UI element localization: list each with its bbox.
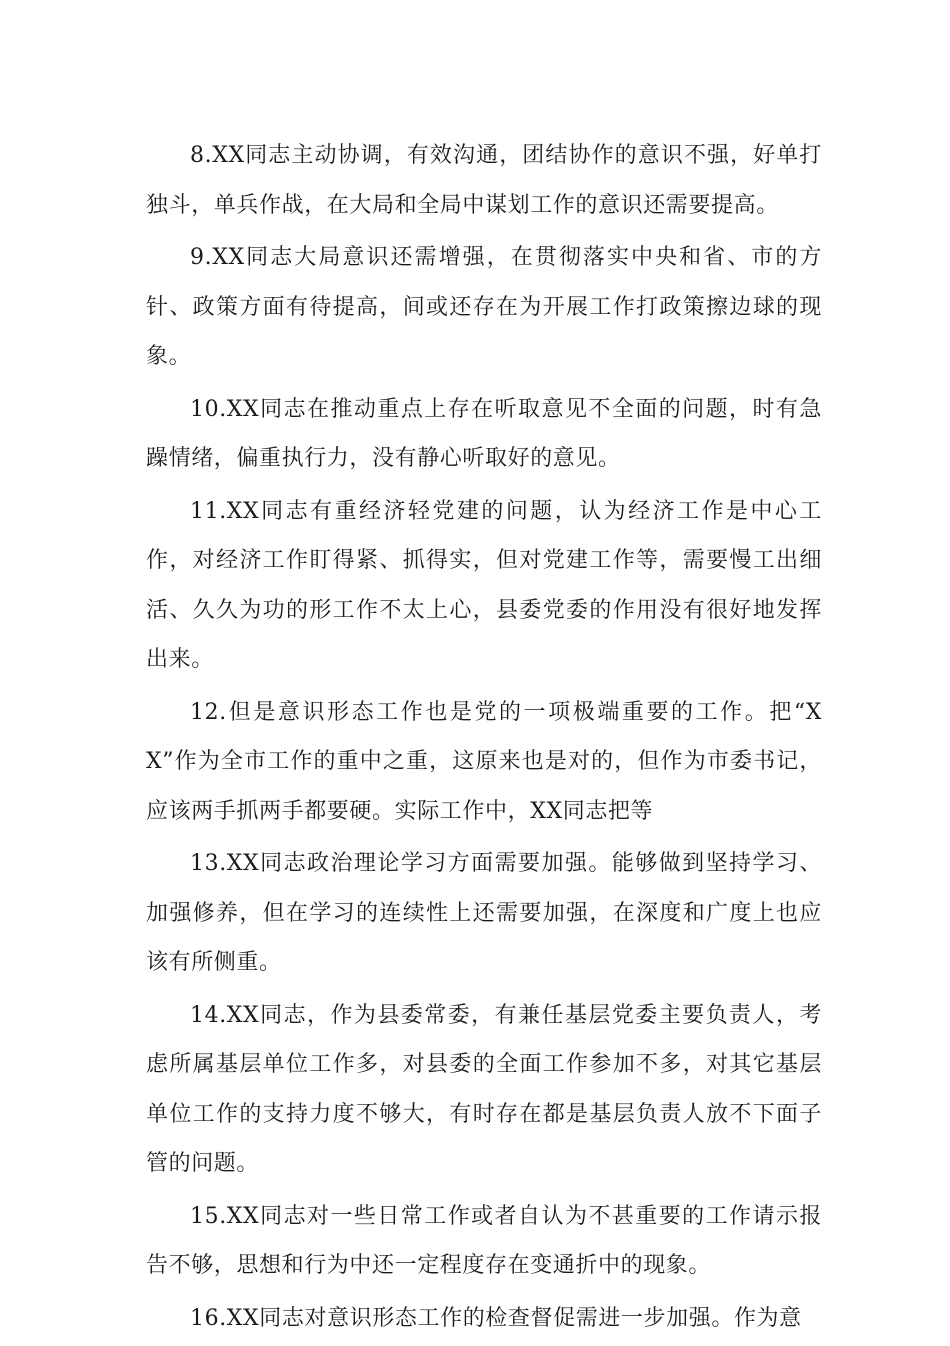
document-body <box>146 131 822 1346</box>
paragraph-item-10: 10.XX同志在推动重点上存在听取意见不全面的问题，时有急躁情绪，偏重执行力，没有静心听取好的意见。 <box>146 396 822 471</box>
paragraph-item-8: 8.XX同志主动协调，有效沟通，团结协作的意识不强，好单打独斗，单兵作战，在大局和全局中谋划工作的意识还需要提高。 <box>146 143 822 218</box>
paragraph-item-12: 12.但是意识形态工作也是党的一项极端重要的工作。把“XX”作为全市工作的重中之重，这原来也是对的，但作为市委书记，应该两手抓两手都要硬。实际工作中，XX同志把等 <box>146 699 822 824</box>
paragraph-item-11: 11.XX同志有重经济轻党建的问题，认为经济工作是中心工作，对经济工作盯得紧、抓得实，但对党建工作等，需要慢工出细活、久久为功的形工作不太上心，县委党委的作用没有很好地发挥出来。 <box>146 498 822 672</box>
paragraph-item-13: 13.XX同志政治理论学习方面需要加强。能够做到坚持学习、加强修养，但在学习的连续性上还需要加强，在深度和广度上也应该有所侧重。 <box>146 851 822 975</box>
paragraph-item-9: 9.XX同志大局意识还需增强，在贯彻落实中央和省、市的方针、政策方面有待提高，间或还存在为开展工作打政策擦边球的现象。 <box>146 245 822 369</box>
paragraph-item-16: 16.XX同志对意识形态工作的检查督促需进一步加强。作为意 <box>190 1305 802 1331</box>
paragraph-item-15: 15.XX同志对一些日常工作或者自认为不甚重要的工作请示报告不够，思想和行为中还一定程度存在变通折中的现象。 <box>146 1203 822 1278</box>
paragraph-item-14: 14.XX同志，作为县委常委，有兼任基层党委主要负责人，考虑所属基层单位工作多，对县委的全面工作参加不多，对其它基层单位工作的支持力度不够大，有时存在都是基层负责人放不下面子管的问题。 <box>146 1002 822 1176</box>
